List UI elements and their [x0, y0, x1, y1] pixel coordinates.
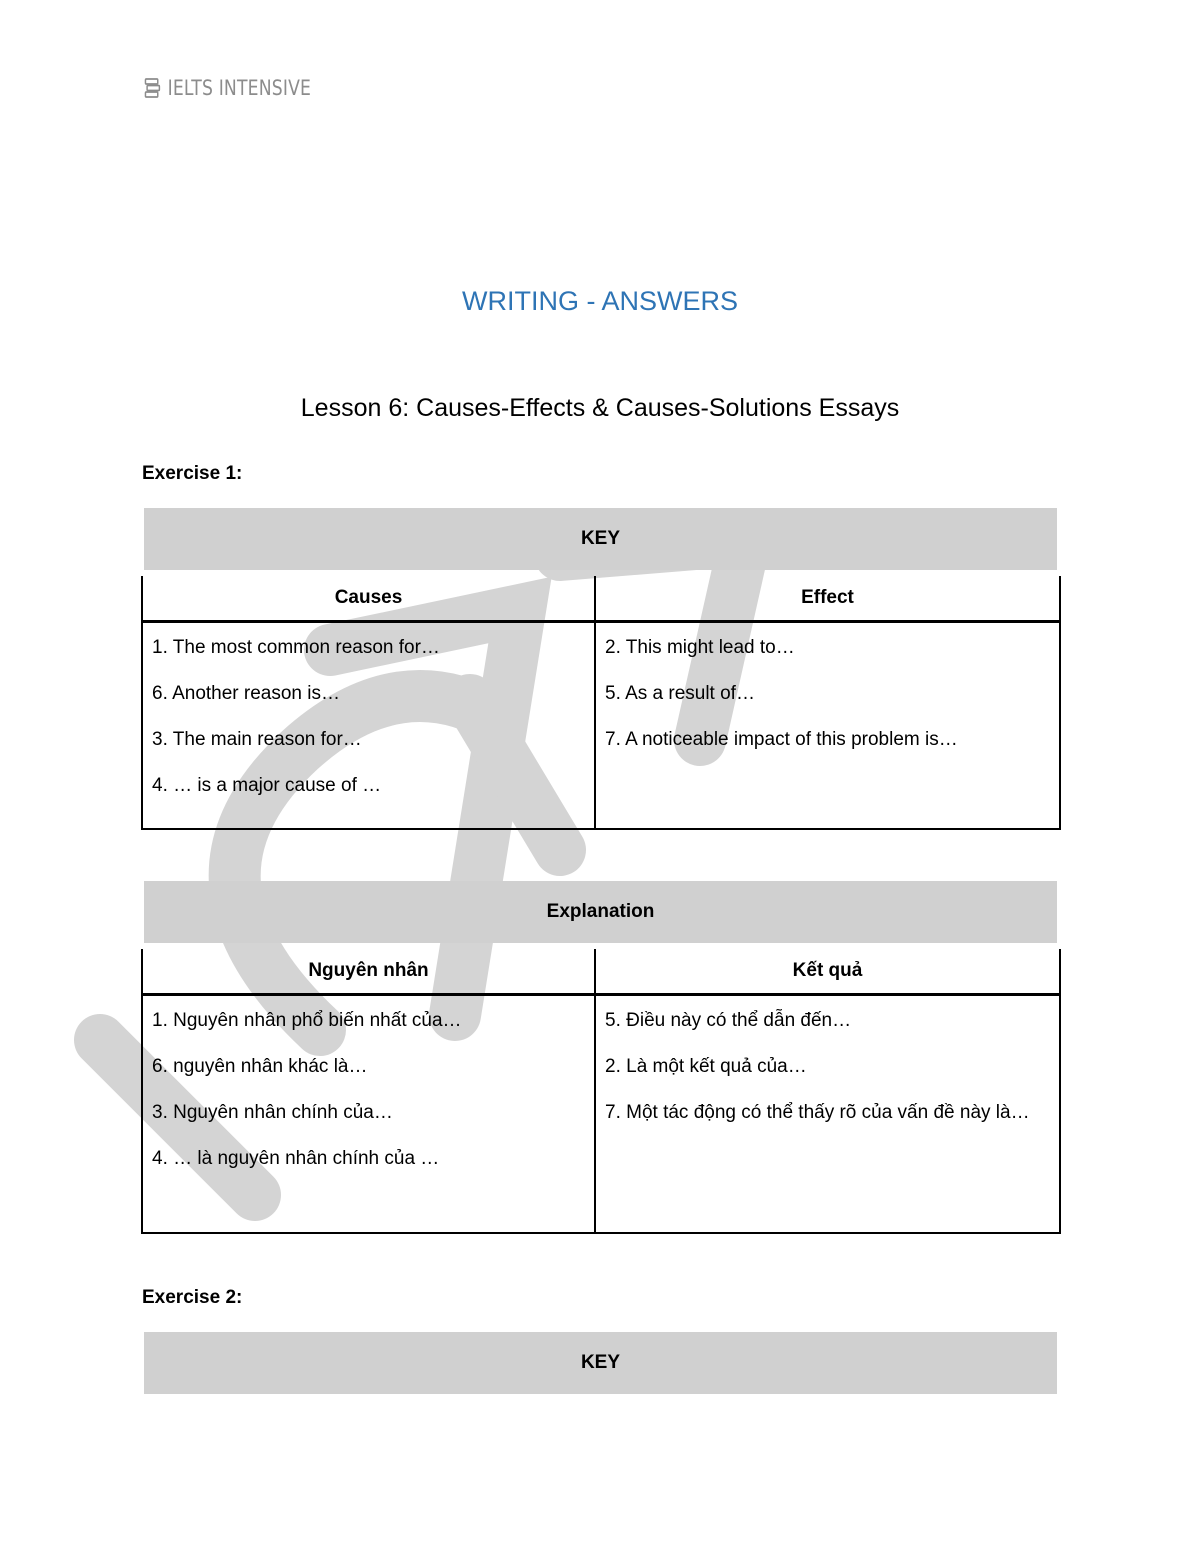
list-item: 6. Another reason is… [152, 683, 340, 704]
nguyen-nhan-cell [142, 995, 595, 1233]
causes-header: Causes [142, 576, 595, 622]
list-item: 3. The main reason for… [152, 729, 362, 750]
list-item: 4. … là nguyên nhân chính của … [152, 1148, 440, 1169]
lesson-title: Lesson 6: Causes-Effects & Causes-Solutions Essays [300, 394, 900, 422]
causes-cell [142, 622, 595, 829]
key-bar: KEY [144, 508, 1057, 570]
list-item: 2. This might lead to… [605, 637, 795, 658]
list-item: 1. Nguyên nhân phổ biến nhất của… [152, 1010, 462, 1031]
explanation-bar: Explanation [144, 881, 1057, 943]
explanation-table [141, 949, 1061, 1234]
effect-header: Effect [595, 576, 1060, 622]
nguyen-nhan-header: Nguyên nhân [142, 949, 595, 995]
ket-qua-header: Kết quả [595, 949, 1060, 995]
list-item: 2. Là một kết quả của… [605, 1056, 807, 1077]
list-item: 7. A noticeable impact of this problem is… [605, 729, 958, 750]
document-title: WRITING - ANSWERS [462, 286, 738, 316]
effects-cell [595, 622, 1060, 829]
list-item: 5. As a result of… [605, 683, 755, 704]
brand-name: IELTS INTENSIVE [167, 76, 312, 100]
list-item: 7. Một tác động có thể thấy rõ của vấn đề này là… [605, 1102, 1030, 1123]
list-item: 5. Điều này có thể dẫn đến… [605, 1010, 852, 1031]
books-icon [143, 76, 163, 100]
list-item: 4. … is a major cause of … [152, 775, 382, 796]
list-item: 6. nguyên nhân khác là… [152, 1056, 368, 1077]
list-item: 1. The most common reason for… [152, 637, 440, 658]
key-table [141, 576, 1061, 830]
exercise-1-label: Exercise 1: [142, 463, 243, 484]
list-item: 3. Nguyên nhân chính của… [152, 1102, 393, 1123]
exercise-2-label: Exercise 2: [142, 1287, 243, 1308]
brand-header [143, 76, 311, 100]
key-bar-2: KEY [144, 1332, 1057, 1394]
ket-qua-cell [595, 995, 1060, 1233]
